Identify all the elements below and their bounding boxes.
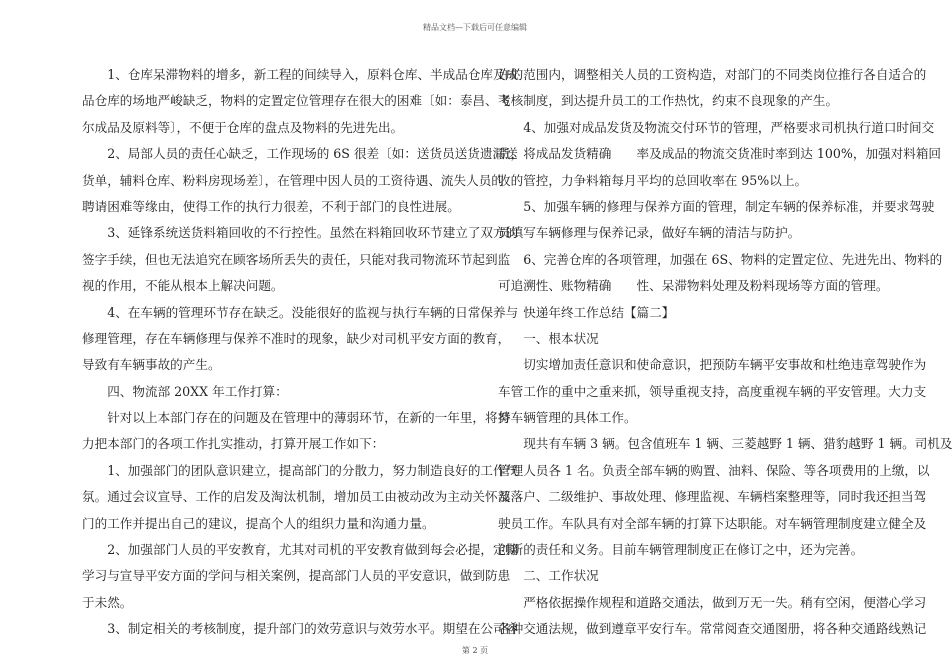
text-line: 导致有车辆事故的产生。 xyxy=(82,357,221,373)
text-line: 货单，辅料仓库、粉料房现场差〕，在管理中因人员的工资待遇、流失人员的 xyxy=(82,172,504,188)
page-number: 第 2 页 xyxy=(461,646,489,655)
text-line: 4、在车辆的管理环节存在缺乏。没能很好的监视与执行车辆的日常保养与 xyxy=(82,304,519,320)
page-header: 精品文档—下载后可任意编辑 xyxy=(423,23,527,32)
text-line: 6、完善仓库的各项管理，加强在 6S、物料的定置定位、先进先出、物料的 xyxy=(498,251,943,267)
text-line: 针对以上本部门存在的问题及在管理中的薄弱环节，在新的一年里，将努 xyxy=(82,410,511,426)
text-line: 力把本部门的各项工作扎实推动，打算开展工作如下： xyxy=(82,436,385,452)
text-line: 学习与宣导平安方面的学问与相关案例，提高部门人员的平安意识，做到防患 xyxy=(82,568,511,584)
text-line: 车管工作的重中之重来抓，领导重视支持，高度重视车辆的平安管理。大力支 xyxy=(498,383,927,399)
text-line: 创新的责任和义务。目前车辆管理制度正在修订之中，还为完善。 xyxy=(498,542,864,558)
text-line: 快递年终工作总结【篇二】 xyxy=(498,304,675,320)
text-line: 1、仓库呆滞物料的增多，新工程的间续导入，原料仓库、半成品仓库及成 xyxy=(82,67,519,82)
text-line: 4、加强对成品发货及物流交付环节的管理，严格要求司机执行道口时间交 xyxy=(498,119,935,135)
text-line: 3、制定相关的考核制度，提升部门的效劳意识与效劳水平。期望在公司容 xyxy=(82,621,519,637)
text-line: 聘请困难等缘由，使得工作的执行力很差，不利于部门的良性进展。 xyxy=(82,198,460,214)
text-line: 1、加强部门的团队意识建立，提高部门的分散力，努力制造良好的工作气 xyxy=(82,462,519,478)
text-line: 门的工作并提出自己的建议，提高个人的组织力量和沟通力量。 xyxy=(82,515,435,531)
left-column xyxy=(82,62,519,643)
text-line: 签字手续，但也无法追究在顾客场所丢失的责任，只能对我司物流环节起到监 xyxy=(82,251,511,267)
text-line: 3、延锋系统送货料箱回收的不行控性。虽然在料箱回收环节建立了双方的 xyxy=(82,225,519,241)
text-line: 视的作用，不能从根本上解决问题。 xyxy=(82,278,284,294)
text-line: 管理人员各 1 名。负责全部车辆的购置、油料、保险、等各项费用的上缴，以 xyxy=(498,462,930,478)
text-line: 品仓库的场地严峻缺乏，物料的定置定位管理存在很大的困难〔如：泰昌、飞 xyxy=(82,93,511,109)
right-column xyxy=(498,62,952,643)
text-line: 2、加强部门人员的平安教育，尤其对司机的平安教育做到每会必提，定期 xyxy=(82,542,519,558)
text-line: 二、工作状况 xyxy=(498,568,599,584)
text-line: 于未然。 xyxy=(82,594,133,610)
text-line: 切实增加责任意识和使命意识，把预防车辆平安事故和杜绝违章驾驶作为 xyxy=(498,357,927,373)
text-line: 修理管理，存在车辆修理与保养不准时的现象，缺少对司机平安方面的教育， xyxy=(82,330,511,346)
text-line: 氛。通过会议宣导、工作的启发及淘汰机制，增加员工由被动改为主动关怀部 xyxy=(82,489,511,505)
text-line: 持车辆管理的具体工作。 xyxy=(498,410,637,426)
text-line: 员填写车辆修理与保养记录，做好车辆的清洁与防护。 xyxy=(498,225,801,241)
text-line: 现共有车辆 3 辆。包含值班车 1 辆、三菱越野 1 辆、猎豹越野 1 辆。司机及 xyxy=(498,436,952,452)
text-line: 考核制度，到达提升员工的工作热忱，约束不良现象的产生。 xyxy=(498,93,839,109)
text-line: 各种交通法规，做到遵章平安行车。常常阅查交通图册，将各种交通路线熟记 xyxy=(498,621,927,637)
text-line: 驶员工作。车队具有对全部车辆的打算下达职能。对车辆管理制度建立健全及 xyxy=(498,515,927,531)
text-line: 5、加强车辆的修理与保养方面的管理，制定车辆的保养标准，并要求驾驶 xyxy=(498,198,935,214)
text-line: 2、局部人员的责任心缺乏，工作现场的 6S 很差〔如：送货员送货遗漏送 xyxy=(82,146,518,162)
text-line: 许的范围内，调整相关人员的工资构造，对部门的不同类岗位推行各自适合的 xyxy=(498,67,927,82)
text-line: 可追溯性、账物精确 性、呆滞物料处理及粉料现场等方面的管理。 xyxy=(498,278,889,294)
text-line: 严格依据操作规程和道路交通法，做到万无一失。稍有空闲，便潜心学习 xyxy=(498,594,927,610)
text-line: 货，将成品发货精确 率及成品的物流交货准时率到达 100%，加强对料箱回 xyxy=(498,146,942,162)
text-line: 收的管控，力争料箱每月平均的总回收率在 95%以上。 xyxy=(498,172,808,188)
text-line: 尔成品及原料等〕，不便于仓库的盘点及物料的先进先出。 xyxy=(82,119,404,135)
text-line: 及落户、二级维护、事故处理、修理监视、车辆档案整理等，同时我还担当驾 xyxy=(498,489,927,505)
text-line: 一、根本状况 xyxy=(498,330,599,346)
text-line: 四、物流部 20XX 年工作打算： xyxy=(82,383,288,399)
